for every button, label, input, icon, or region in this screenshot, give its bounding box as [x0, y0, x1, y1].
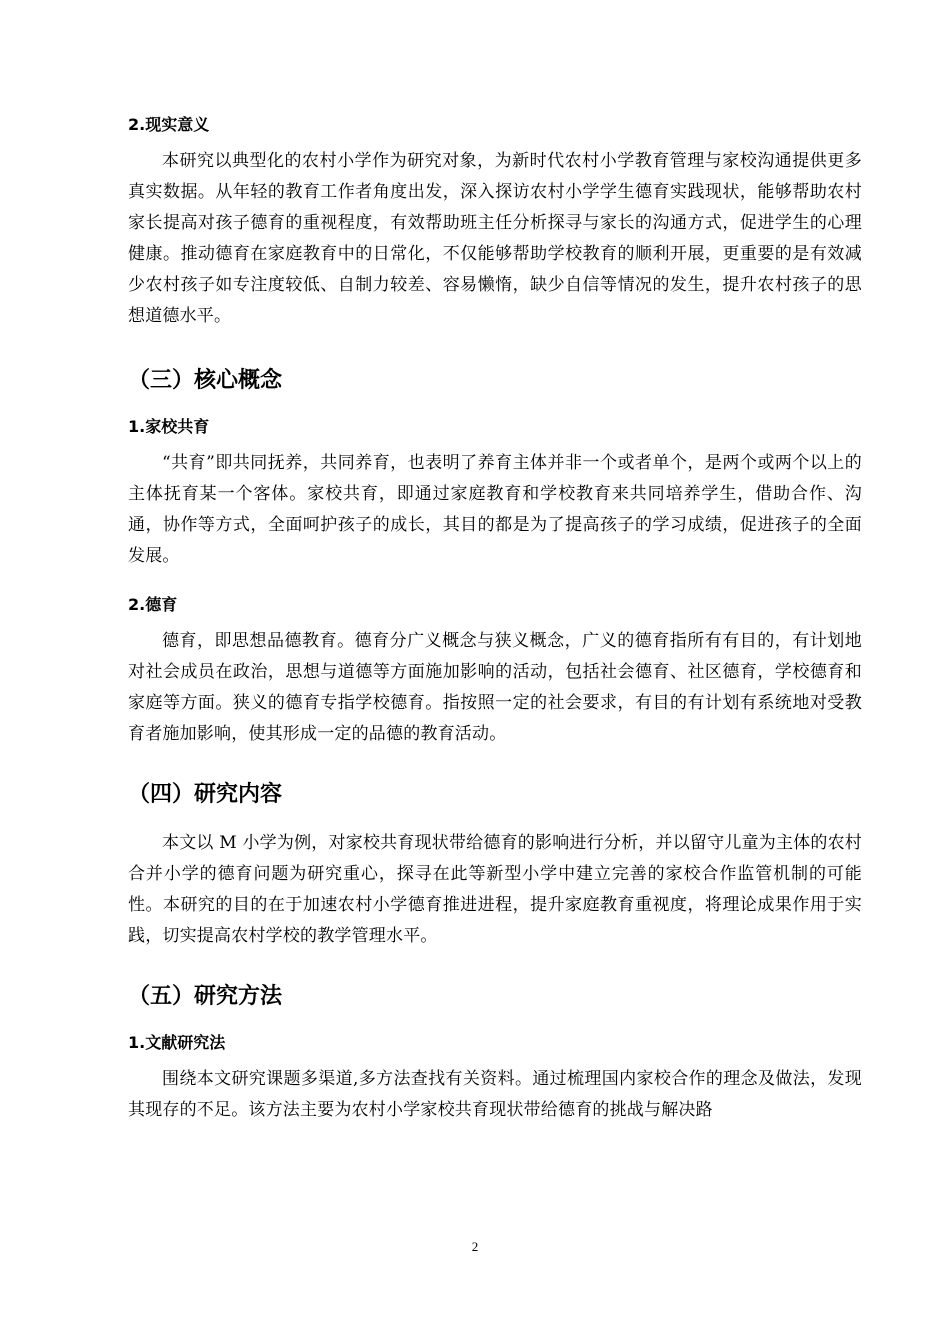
- paragraph-research-content: 本文以 M 小学为例，对家校共育现状带给德育的影响进行分析，并以留守儿童为主体的农村合并小学的德育问题为研究重心，探寻在此等新型小学中建立完善的家校合作监管机制的可能性。本研究的目的在于加速农村小学德育推进进程，提升家庭教育重视度，将理论成果作用于实践，切实提高农村学校的教学管理水平。: [128, 833, 862, 946]
- paragraph-practical-significance: 本研究以典型化的农村小学作为研究对象，为新时代农村小学教育管理与家校沟通提供更多真实数据。从年轻的教育工作者角度出发，深入探访农村小学学生德育实践现状，能够帮助农村家长提高对孩子德育的重视程度，有效帮助班主任分析探寻与家长的沟通方式，促进学生的心理健康。推动德育在家庭教育中的日常化，不仅能够帮助学校教育的顺利开展，更重要的是有效减少农村孩子如专注度较低、自制力较差、容易懒惰，缺少自信等情况的发生，提升农村孩子的思想道德水平。: [128, 151, 862, 326]
- page-number: 2: [471, 1239, 479, 1254]
- paragraph-home-school-coeducation: “共育”即共同抚养，共同养育，也表明了养育主体并非一个或者单个，是两个或两个以上的主体抚育某一个客体。家校共育，即通过家庭教育和学校教育来共同培养学生，借助合作、沟通，协作等方式，全面呵护孩子的成长，其目的都是为了提高孩子的学习成绩，促进孩子的全面发展。: [128, 453, 862, 566]
- paragraph-literature-research: 围绕本文研究课题多渠道,多方法查找有关资料。通过梳理国内家校合作的理念及做法，发现其现存的不足。该方法主要为农村小学家校共育现状带给德育的挑战与解决路: [128, 1069, 862, 1120]
- subheading-practical-significance: 2.现实意义: [128, 115, 210, 134]
- heading-research-methods: （五）研究方法: [128, 984, 283, 1009]
- subheading-moral-education: 2.德育: [128, 595, 178, 614]
- paragraph-moral-education: 德育，即思想品德教育。德育分广义概念与狭义概念，广义的德育指所有有目的，有计划地对社会成员在政治，思想与道德等方面施加影响的活动，包括社会德育、社区德育，学校德育和家庭等方面。狭义的德育专指学校德育。指按照一定的社会要求，有目的有计划有系统地对受教育者施加影响，使其形成一定的品德的教育活动。: [128, 631, 862, 744]
- page-content: [128, 110, 862, 1126]
- heading-research-content: （四）研究内容: [128, 782, 283, 807]
- subheading-literature-research: 1.文献研究法: [128, 1033, 226, 1052]
- heading-core-concepts: （三）核心概念: [128, 368, 283, 393]
- subheading-home-school-coeducation: 1.家校共育: [128, 417, 210, 436]
